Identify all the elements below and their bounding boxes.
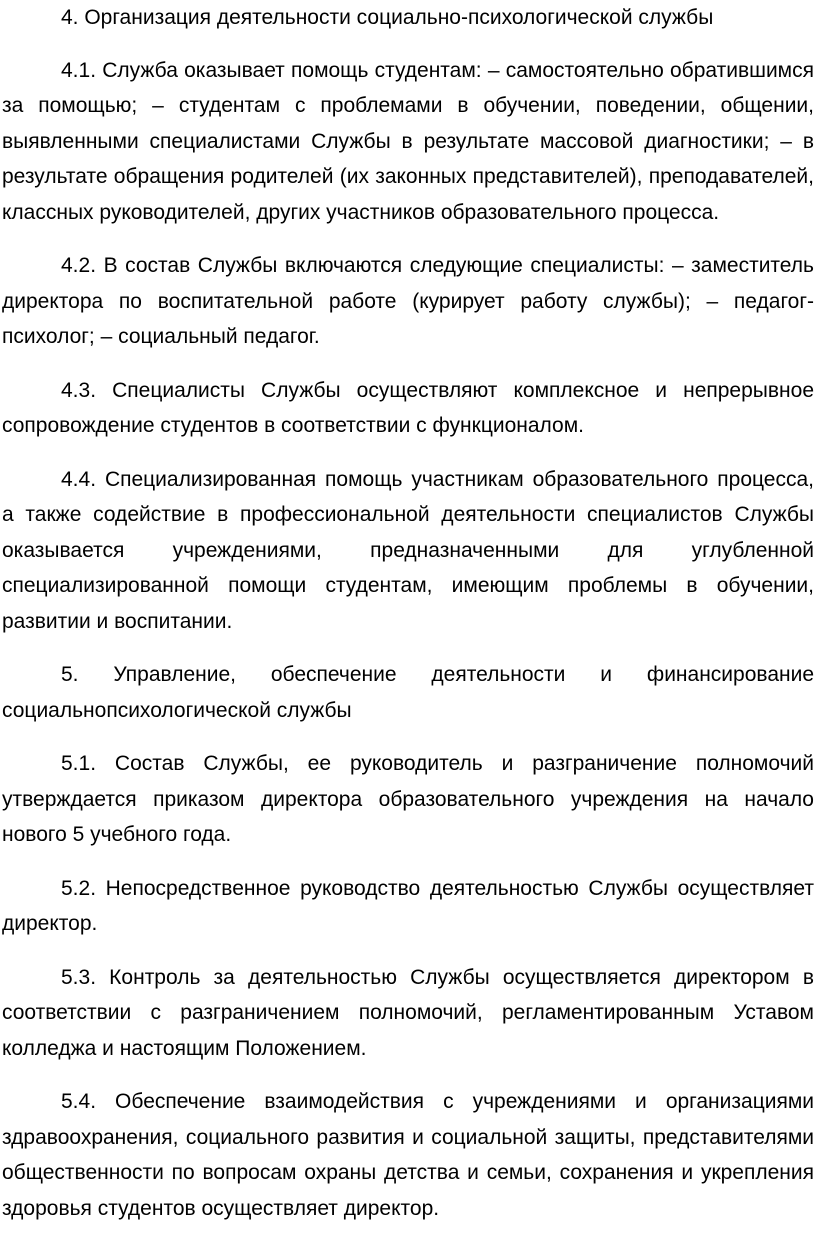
section-4-heading: 4. Организация деятельности социально-психологической службы [61, 6, 714, 29]
paragraph-5-2: 5.2. Непосредственное руководство деятельностью Службы осуществляет директор. [2, 876, 814, 935]
paragraph-4-4: 4.4. Специализированная помощь участникам образовательного процесса, а также содействие в профессиональной деятельности специалистов Службы оказывается учреждениями, предназначенными для углубленной специализированной помощи студентам, имеющим проблемы в обучении, развитии и воспитании. [2, 467, 814, 633]
paragraph-5-3: 5.3. Контроль за деятельностью Службы осуществляется директором в соответствии с разграничением полномочий, регламентированным Уставом колледжа и настоящим Положением. [2, 965, 814, 1060]
paragraph-4-2: 4.2. В состав Службы включаются следующие специалисты: – заместитель директора по воспитательной работе (курирует работу службы); – педагог-психолог; – социальный педагог. [2, 254, 814, 348]
paragraph-4-3: 4.3. Специалисты Службы осуществляют комплексное и непрерывное сопровождение студентов в соответствии с функционалом. [2, 378, 814, 437]
paragraph-4-1: 4.1. Служба оказывает помощь студентам: – самостоятельно обратившимся за помощью; – студентам с проблемами в обучении, поведении, общении, выявленными специалистами Службы в результате массовой диагностики; – в результате обращения родителей (их законных представителей), преподавателей, классных руководителей, других участников образовательного процесса. [2, 58, 814, 224]
paragraph-5-1: 5.1. Состав Службы, ее руководитель и разграничение полномочий утверждается приказом директора образовательного учреждения на начало нового 5 учебного года. [2, 752, 814, 846]
paragraph-5-4: 5.4. Обеспечение взаимодействия с учреждениями и организациями здравоохранения, социального развития и социальной защиты, представителями общественности по вопросам охраны детства и семьи, сохранения и укрепления здоровья студентов осуществляет директор. [2, 1090, 814, 1220]
section-5-heading: 5. Управление, обеспечение деятельности и финансирование социальнопсихологической службы [2, 663, 814, 722]
